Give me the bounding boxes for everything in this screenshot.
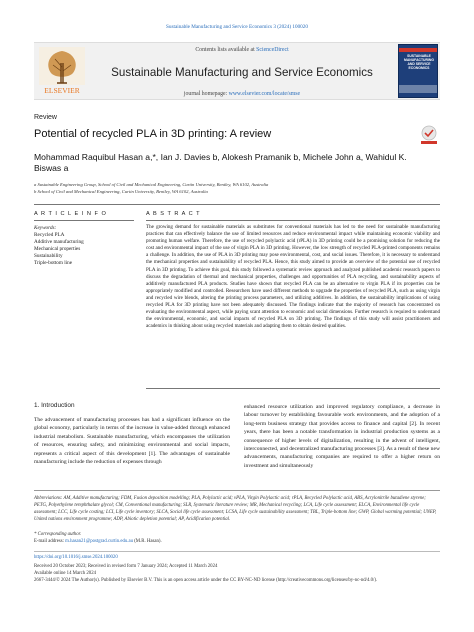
email-link[interactable]: m.hasan21@postgrad.curtin.edu.au	[65, 539, 133, 544]
keyword-item: Triple-bottom line	[34, 260, 72, 266]
affiliations	[34, 181, 434, 195]
article-type: Review	[34, 114, 57, 121]
elsevier-tree-logo	[35, 45, 89, 97]
abstract-rule	[146, 220, 440, 221]
email-line	[34, 538, 162, 545]
check-for-updates-icon[interactable]	[418, 124, 440, 146]
received-dates: Received 20 October 2023; Received in revised form 7 January 2024; Accepted 11 March 2024	[34, 564, 218, 569]
keywords-list	[34, 232, 84, 267]
footnote-divider	[34, 490, 440, 491]
elsevier-wordmark: ELSEVIER	[44, 86, 80, 95]
keyword-item: Mechanical properties	[34, 246, 81, 252]
homepage-line	[92, 91, 392, 97]
homepage-prefix: journal homepage:	[183, 91, 229, 97]
corresponding-author-note: * Corresponding author.	[34, 532, 82, 537]
contents-prefix: Contents lists available at	[195, 47, 257, 53]
keyword-item: Recycled PLA	[34, 232, 65, 238]
email-suffix: (M.R. Hasan).	[133, 539, 162, 544]
cover-title: SUSTAINABLE MANUFACTURING AND SERVICE ECONOMICS	[404, 54, 434, 70]
contents-line	[92, 47, 392, 53]
abstract-heading: A B S T R A C T	[146, 211, 201, 217]
article-info-rule	[34, 220, 134, 221]
keyword-item: Additive manufacturing	[34, 239, 84, 245]
abstract-end-rule	[146, 388, 440, 389]
license-statement[interactable]: 2667-3444/© 2024 The Author(s). Published by Elsevier B.V. This is an open access article under the CC BY-NC-ND license (http://creativecommons.org/licenses/by-nc-nd/4.0/).	[34, 578, 378, 583]
abstract-text: The growing demand for sustainable materials as substitutes for conventional materials has led to the need for sustainable manufacturing practices that can effectively balance the use of limited resources and reduce environmental impact while maintaining economic viability and promoting human welfare. Therefore, the use of recycled polylactic acid (rPLA) in 3D printing could be a promising solution for reducing the cost and environmental impact of the use of virgin PLA in 3D printing. However, the low strength of recycled PLA-printed components remains a challenge. In addition, the use of PLA in 3D printing may pose environmental, cost, and social issues. Therefore, it is necessary to understand the mechanical properties and sustainability of recycled PLA. Hence, this study aimed to provide an overview of the potential use of recycled PLA in 3D printing. To achieve this goal, this study followed a systematic review approach and analyzed published academic research papers to discuss the degradation of thermal and mechanical properties, challenges and opportunities of PLA recycling, and sustainability aspects of additively manufactured PLA products. Studies have shown that recycled PLA can be an alternative to virgin PLA if its properties can be appropriately modified and controlled. Researchers have used different methods to upgrade the properties of recycled PLA, such as using virgin and recycled wire blends, altering the printing process parameters, and utilizing additives. In addition, the sustainability implications of using recycled PLA for 3D printing have not been adequately discussed. The findings indicate that the majority of research has concentrated on evaluating the environmental aspect, while paying scant attention to economic and social dimensions. Further research is required to understand the environmental, economic, and social impacts of recycled PLA on 3D printing. The findings of this study will assist practitioners and academics in thinking about using recycled materials and adapting them to obtain desired qualities.	[146, 224, 440, 330]
doi-link[interactable]: https://doi.org/10.1016/j.smse.2024.100020	[34, 555, 118, 560]
keyword-item: Sustainability	[34, 253, 63, 259]
cover-image-band	[399, 85, 437, 93]
journal-reference[interactable]: Sustainable Manufacturing and Service Economics 3 (2024) 100020	[166, 24, 308, 30]
author-list[interactable]: Mohammad Raquibul Hasan a,*, Ian J. Davies b, Alokesh Pramanik b, Michele John a, Wahidul K. Biswas a	[34, 152, 407, 173]
doi-divider	[34, 551, 440, 552]
cover-stripe	[399, 48, 437, 52]
email-prefix: E-mail address:	[34, 539, 66, 544]
available-online-date: Available online 14 March 2024	[34, 571, 96, 576]
section-divider	[34, 204, 440, 205]
journal-title[interactable]: Sustainable Manufacturing and Service Economics	[111, 66, 373, 79]
affiliation-b: b School of Civil and Mechanical Engineering, Curtin University, Bentley, WA 6102, Australia	[34, 189, 208, 194]
introduction-heading: 1. Introduction	[34, 402, 75, 409]
affiliation-a: a Sustainable Engineering Group, School of Civil and Mechanical Engineering, Curtin University, Bentley, WA 6102, Australia	[34, 182, 269, 187]
abbreviations-footnote: Abbreviations: AM, Additive manufacturing; FDM, Fusion deposition modelling; PLA, Polylactic acid; vPLA, Virgin Polylactic acid; rPLA, Recycled Polylactic acid, ABS, Acrylonitrile butadiene styrene; PETG, Polyethylene terephthalate glycol; CM, Conventional manufacturing; SLR, Systematic literature review; MR, Mechanical recycling; LCA, Life cycle assessment; ELCA, Environmental life cycle assessment; LCC, Life cycle costing; LCI, Life cycle inventory; SLCA, Social life cycle assessment; LCSA, Life cycle sustainability assessment; TBL, Triple-bottom line; GWP, Global warming potential; UNEP, United nations environment programme; ADP, Abiotic depletion potential; AP, Acidification potential.	[34, 496, 437, 522]
sciencedirect-link[interactable]: ScienceDirect	[256, 47, 289, 53]
article-title: Potential of recycled PLA in 3D printing: A review	[34, 128, 272, 140]
introduction-left-column: The advancement of manufacturing processes has had a significant influence on the global economy, particularly in terms of the increase in value-added through enhanced industrial metabolism. Sustainable manufacturing, which encompasses the utilization of resources, ensuring safety, and minimizing environmental and social impacts, represents a critical aspect of this development [1]. The advantages of sustainable manufacturing include the reduction of expenses through	[34, 417, 230, 466]
introduction-right-column: enhanced resource utilization and improved regulatory compliance, a decrease in labour turnover by establishing favourable work environments, and the adoption of a long-term business strategy that provides access to finance and capital [2]. In recent years, there has been a notable transformation in industrial production systems as a consequence of higher levels of digitalization, resulting in the advent of intelligent, interconnected, and decentralized manufacturing processes [3]. As a result of these new advancements, manufacturing companies are required to offer a higher return on investment and simultaneously	[244, 404, 440, 469]
article-info-heading: A R T I C L E I N F O	[34, 211, 107, 217]
keywords-heading: Keywords:	[34, 225, 57, 231]
journal-cover-thumbnail	[398, 44, 438, 98]
homepage-link[interactable]: www.elsevier.com/locate/smse	[228, 91, 301, 97]
